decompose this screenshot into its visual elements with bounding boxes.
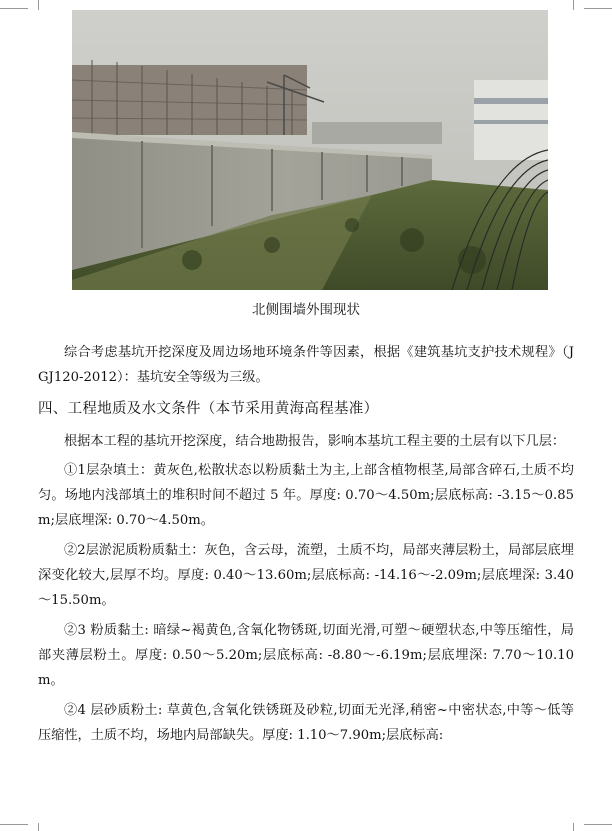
figure-caption: 北侧围墙外围现状 [252, 302, 360, 318]
section-heading: 四、工程地质及水文条件（本节采用黄海高程基准） [38, 400, 379, 417]
intro-paragraph: 综合考虑基坑开挖深度及周边场地环境条件等因素，根据《建筑基坑支护技术规程》（JGJ120-2012）：基坑安全等级为三级。 [38, 345, 574, 386]
section-intro-paragraph: 根据本工程的基坑开挖深度，结合地勘报告，影响本基坑工程主要的土层有以下几层： [64, 433, 566, 449]
crop-mark [584, 8, 612, 9]
crop-mark [584, 824, 612, 825]
soil-layer-2: ②2层淤泥质粉质黏土：灰色，含云母，流塑，土质不均，局部夹薄层粉土，局部层底埋深变化较大,层厚不均。厚度: 0.40～13.60m;层底标高: -14.16～-2.09m;层底埋深: 3.40～15.50m。 [38, 542, 574, 609]
crop-mark [573, 0, 574, 10]
crop-mark [573, 823, 574, 831]
soil-layer-3: ②3 粉质黏土: 暗绿~褐黄色,含氧化物锈斑,切面光滑,可塑～硬塑状态,中等压缩性，局部夹薄层粉土。厚度: 0.50～5.20m;层底标高: -8.80～-6.19m;层底埋深: 7.70～10.10m。 [38, 622, 574, 689]
body-text [38, 340, 574, 748]
site-photo [72, 10, 548, 290]
soil-layer-1: ①1层杂填土：黄灰色,松散状态以粉质黏土为主,上部含植物根茎,局部含碎石,土质不均匀。场地内浅部填土的堆积时间不超过 5 年。厚度: 0.70～4.50m;层底标高: -3.15～0.85m;层底埋深: 0.70～4.50m。 [38, 462, 574, 529]
soil-layer-4: ②4 层砂质粉土: 草黄色,含氧化铁锈斑及砂粒,切面无光泽,稍密~中密状态,中等～低等压缩性，土质不均，场地内局部缺失。厚度: 1.10～7.90m;层底标高: [38, 702, 574, 743]
crop-mark [0, 8, 28, 9]
crop-mark [0, 824, 28, 825]
crop-mark [38, 0, 39, 10]
crop-mark [38, 823, 39, 831]
